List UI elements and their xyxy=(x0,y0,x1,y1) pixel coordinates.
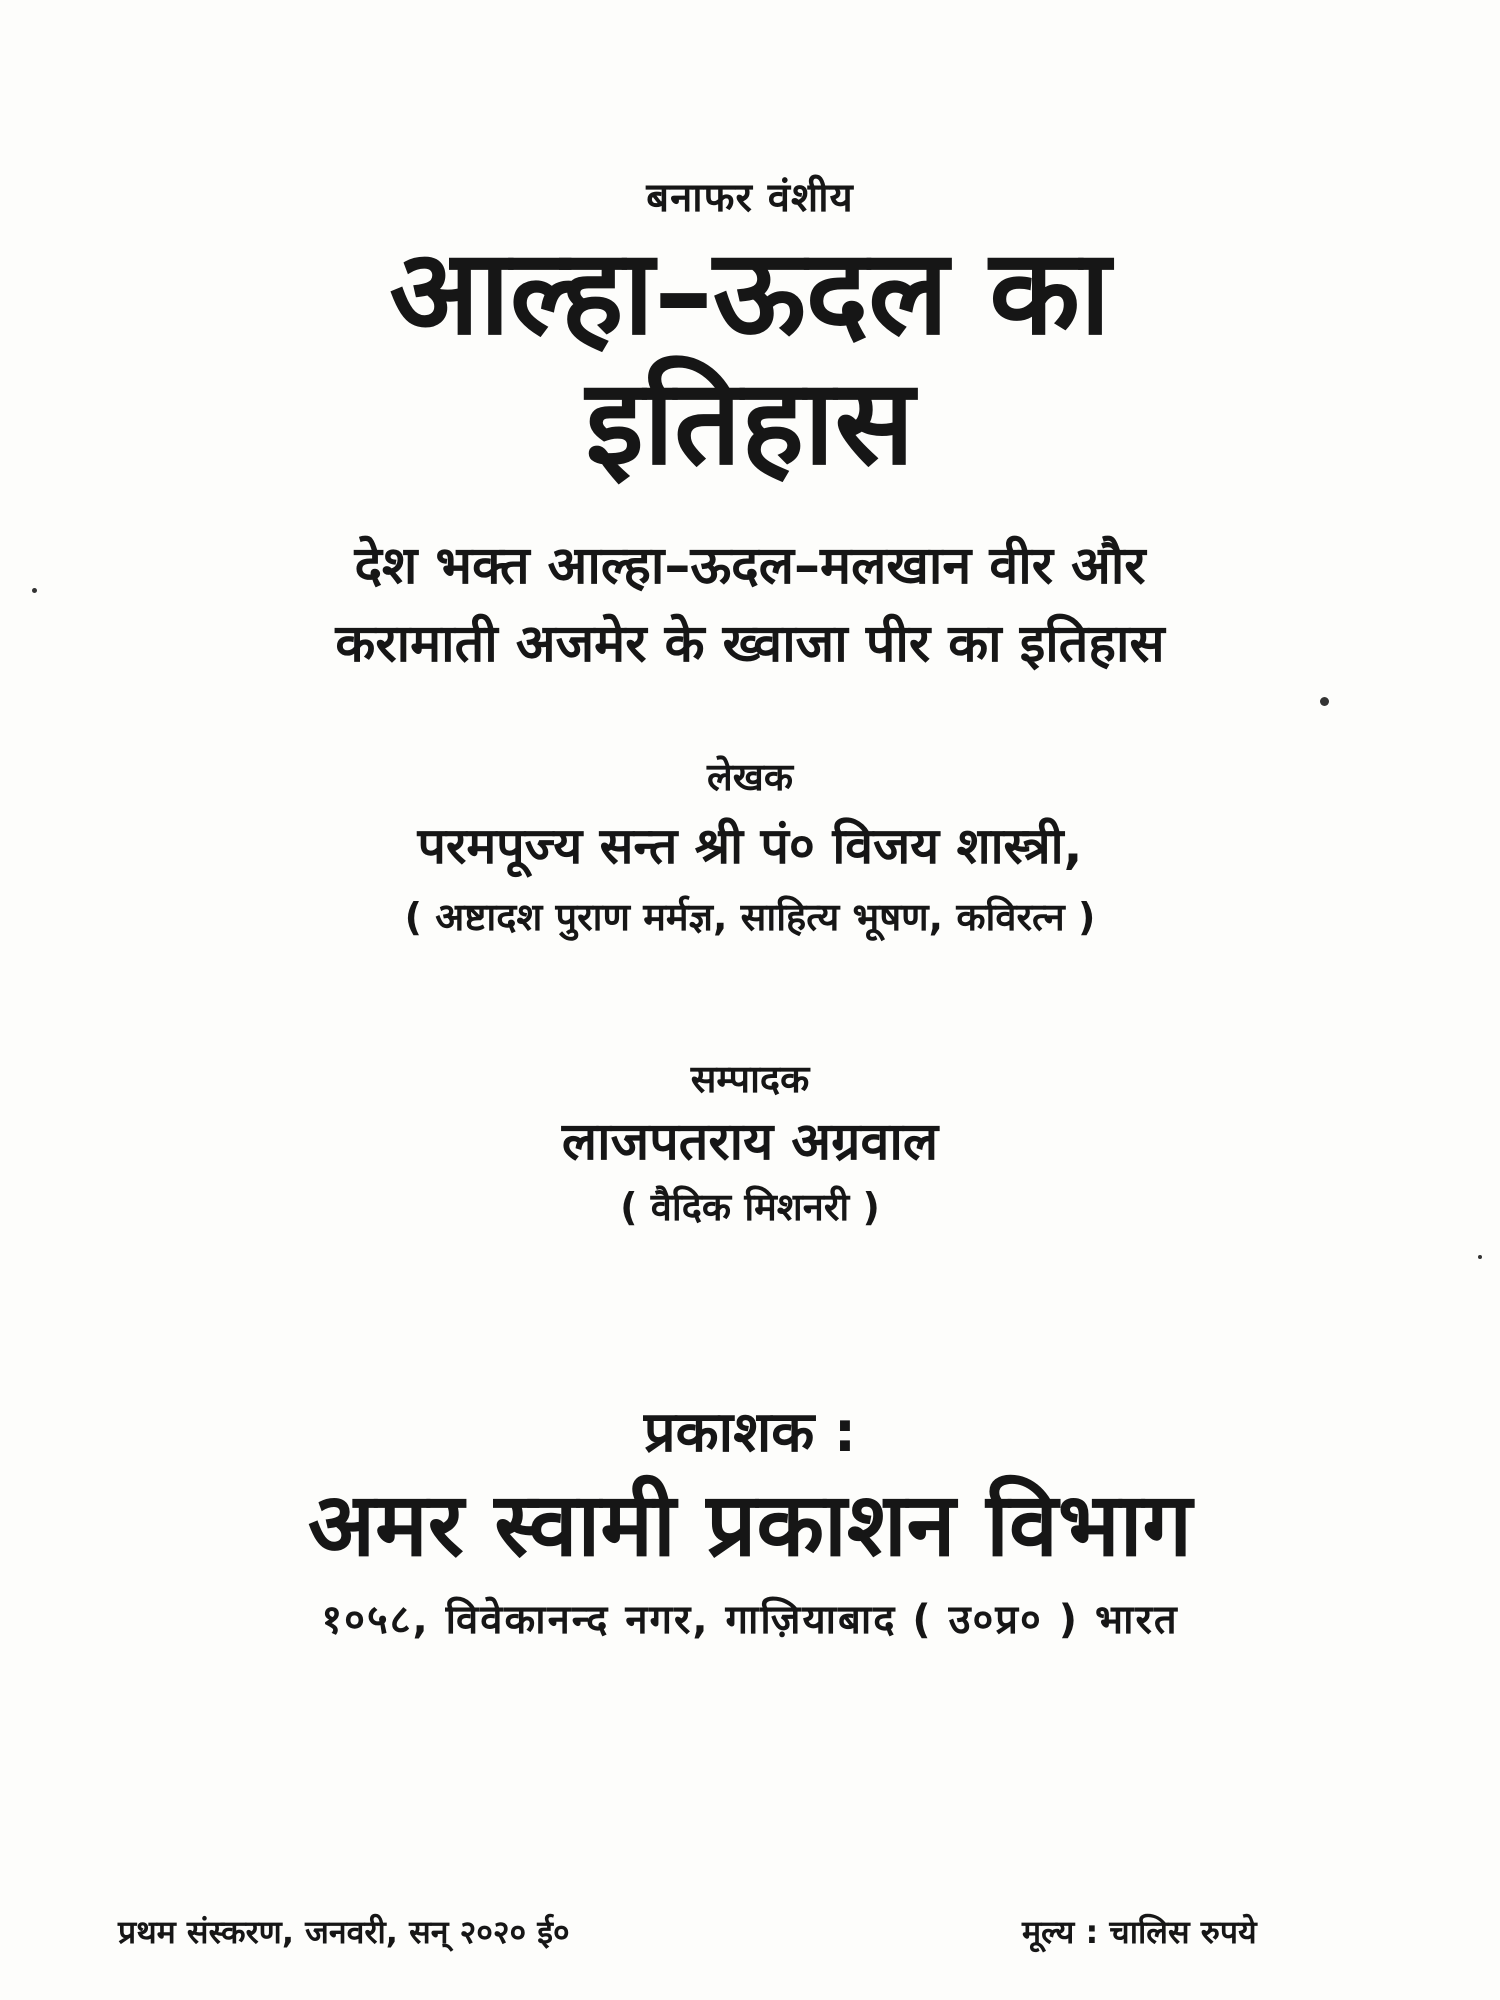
book-title-line-1: आल्हा–ऊदल का xyxy=(389,223,1111,361)
edition-info: प्रथम संस्करण, जनवरी, सन् २०२० ई० xyxy=(118,1913,570,1951)
scan-speck xyxy=(1320,697,1329,706)
pre-title: बनाफर वंशीय xyxy=(646,175,854,221)
publisher-address: १०५८, विवेकानन्द नगर, गाज़ियाबाद ( उ०प्र० ) भारत xyxy=(321,1597,1179,1643)
editor-label: सम्पादक xyxy=(690,1057,810,1101)
author-credentials: ( अष्टादश पुराण मर्मज्ञ, साहित्य भूषण, कविरत्न ) xyxy=(404,895,1096,939)
publisher-name: अमर स्वामी प्रकाशन विभाग xyxy=(307,1473,1193,1576)
author-label: लेखक xyxy=(706,755,794,799)
publisher-label: प्रकाशक : xyxy=(643,1400,857,1465)
price-info: मूल्य : चालिस रुपये xyxy=(1022,1913,1257,1951)
subtitle-line-2: करामाती अजमेर के ख्वाजा पीर का इतिहास xyxy=(335,614,1165,674)
scan-speck xyxy=(1478,1255,1482,1259)
book-title-line-2: इतिहास xyxy=(585,353,915,491)
scan-speck xyxy=(32,588,37,593)
editor-affiliation: ( वैदिक मिशनरी ) xyxy=(620,1185,880,1229)
subtitle-line-1: देश भक्त आल्हा–ऊदल–मलखान वीर और xyxy=(354,536,1146,596)
author-name: परमपूज्य सन्त श्री पं० विजय शास्त्री, xyxy=(417,817,1083,875)
editor-name: लाजपतराय अग्रवाल xyxy=(561,1112,939,1172)
